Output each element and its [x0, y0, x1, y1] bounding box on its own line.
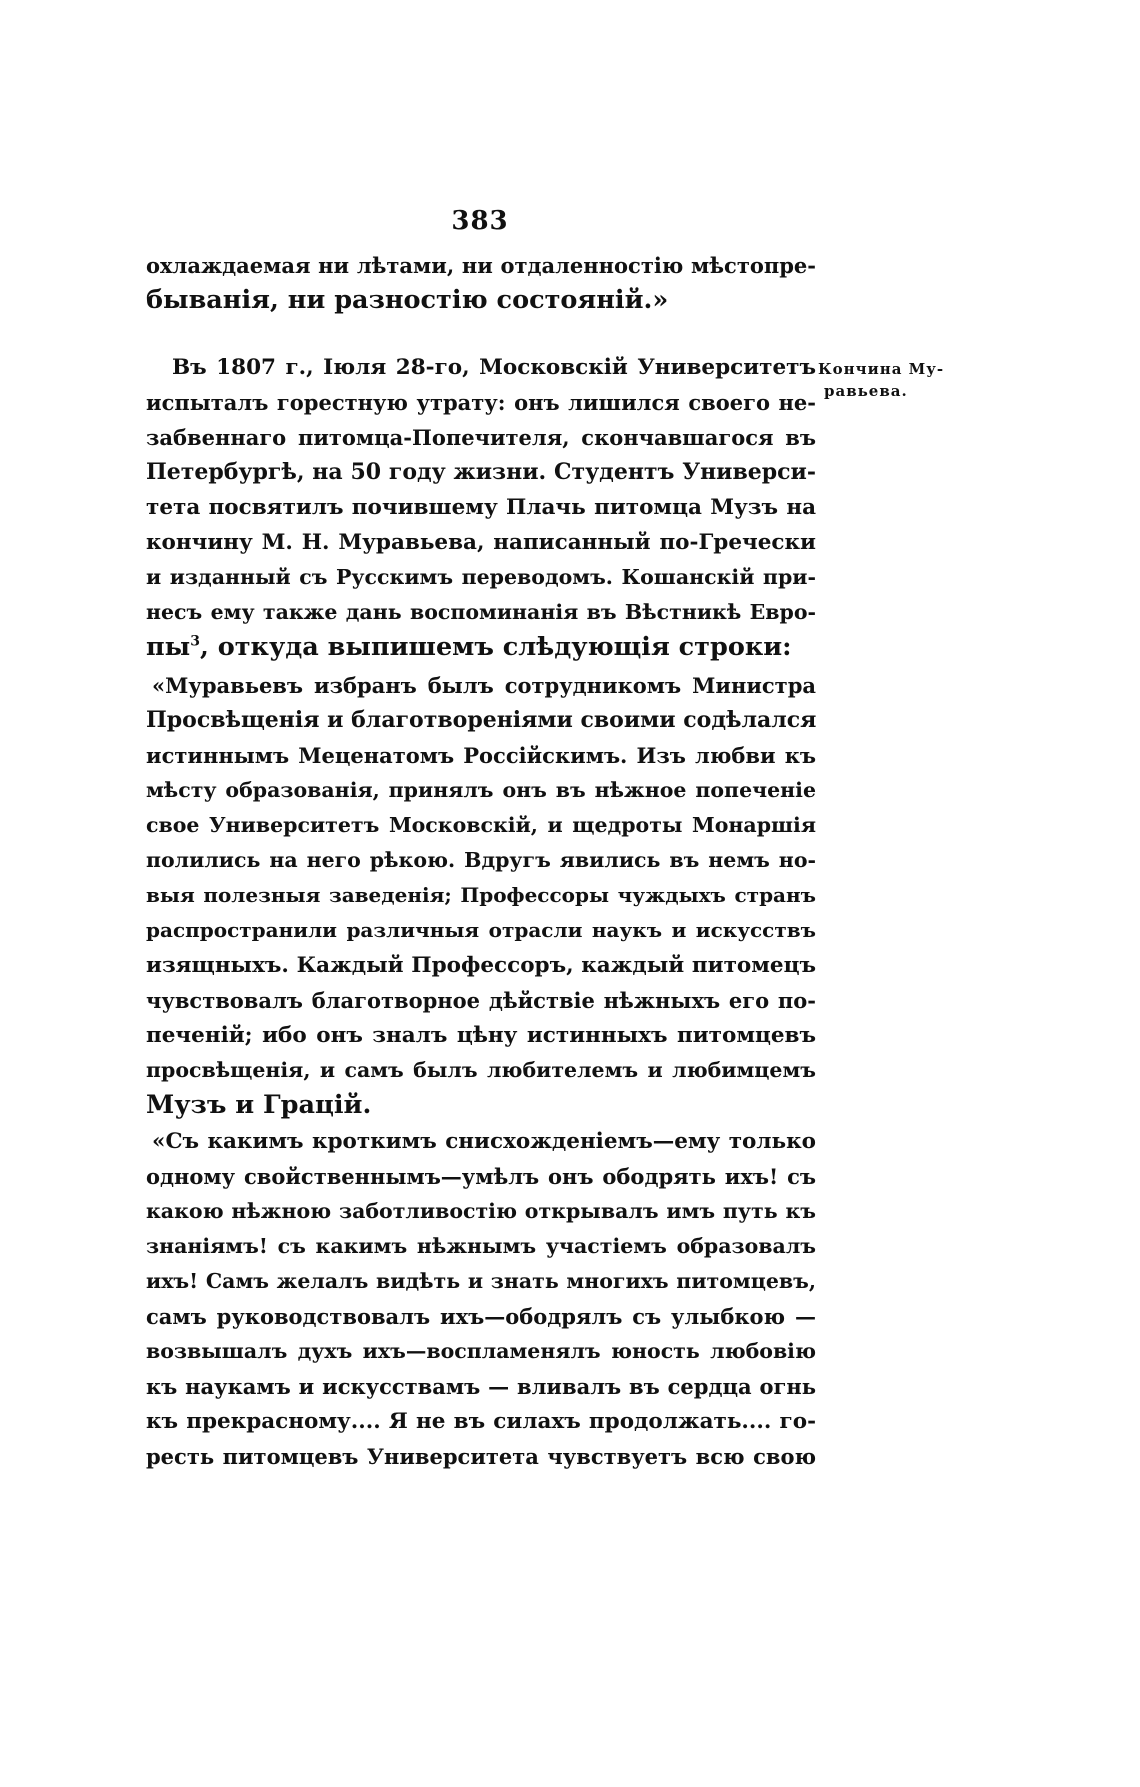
- text-line: чувствовалъ благотворное дѣйствіе нѣжныхъ его по-: [146, 988, 816, 1013]
- text-line: къ прекрасному.... Я не въ силахъ продолжать.... го-: [146, 1409, 816, 1434]
- text-line: Въ 1807 г., Іюля 28-го, Московскій Университетъ: [172, 355, 816, 380]
- text-line: распространили различныя отрасли наукъ и искусствъ: [146, 918, 816, 942]
- text-line: быванія, ни разностію состояній.»: [146, 285, 669, 315]
- text-fragment: пы: [146, 632, 191, 662]
- text-line: печеній; ибо онъ зналъ цѣну истинныхъ питомцевъ: [146, 1023, 816, 1048]
- text-line: Просвѣщенія и благотвореніями своими содѣлался: [146, 707, 817, 733]
- text-line: просвѣщенія, и самъ былъ любителемъ и любимцемъ: [146, 1058, 816, 1082]
- text-line: какою нѣжною заботливостію открывалъ имъ путь къ: [146, 1199, 816, 1223]
- text-line: къ наукамъ и искусствамъ — вливалъ въ сердца огнь: [146, 1374, 816, 1399]
- text-line: тета посвятилъ почившему Плачь питомца Музъ на: [146, 495, 816, 520]
- text-line: полились на него рѣкою. Вдругъ явились въ немъ но-: [146, 848, 816, 872]
- text-line: несъ ему также дань воспоминанія въ Вѣстникѣ Евро-: [146, 600, 816, 624]
- text-line: выя полезныя заведенія; Профессоры чуждыхъ странъ: [146, 883, 816, 907]
- text-line: охлаждаемая ни лѣтами, ни отдаленностію мѣстопре-: [146, 253, 816, 278]
- text-line: и изданный съ Русскимъ переводомъ. Кошанскій при-: [146, 565, 816, 589]
- quote-paragraph-1: [146, 668, 816, 1123]
- quote-paragraph-2: [146, 1124, 816, 1474]
- text-line: ресть питомцевъ Университета чувствуетъ всю свою: [146, 1444, 816, 1469]
- text-line: забвеннаго питомца-Попечителя, скончавшагося въ: [146, 425, 816, 450]
- text-line: мѣсту образованія, принялъ онъ въ нѣжное попеченіе: [146, 778, 816, 802]
- text-line: одному свойственнымъ—умѣлъ онъ ободрять ихъ! съ: [146, 1164, 816, 1189]
- text-line: кончину М. Н. Муравьева, написанный по-Гречески: [146, 530, 816, 555]
- text-line: самъ руководствовалъ ихъ—ободрялъ съ улыбкою —: [146, 1304, 816, 1329]
- footnote-marker: 3: [190, 633, 200, 650]
- text-line: [146, 630, 816, 665]
- text-line: изящныхъ. Каждый Профессоръ, каждый питомецъ: [146, 953, 816, 978]
- text-line: возвышалъ духъ ихъ—воспламенялъ юность любовію: [146, 1339, 816, 1363]
- margin-note-line: равьева.: [824, 382, 908, 400]
- text-line: истиннымъ Меценатомъ Россійскимъ. Изъ любви къ: [146, 743, 816, 768]
- text-fragment: , откуда выпишемъ слѣдующія строки:: [199, 632, 792, 662]
- text-line: Музъ и Грацій.: [146, 1090, 372, 1120]
- text-line: «Муравьевъ избранъ былъ сотрудникомъ Министра: [152, 673, 816, 698]
- text-line: ихъ! Самъ желалъ видѣть и знать многихъ питомцевъ,: [146, 1269, 816, 1293]
- paragraph-death-of-muravyov: [146, 350, 816, 665]
- text-line: «Съ какимъ кроткимъ снисхожденіемъ—ему только: [152, 1129, 816, 1154]
- page-number: 383: [451, 206, 509, 236]
- text-line: испыталъ горестную утрату: онъ лишился своего не-: [146, 390, 816, 415]
- text-line: свое Университетъ Московскій, и щедроты Монаршія: [146, 813, 816, 837]
- text-line: знаніямъ! съ какимъ нѣжнымъ участіемъ образовалъ: [146, 1234, 816, 1258]
- continuation-paragraph: [146, 248, 816, 318]
- margin-note-line: Кончина Му-: [818, 360, 945, 378]
- text-line: Петербургѣ, на 50 году жизни. Студентъ Универси-: [146, 459, 816, 485]
- margin-note: [818, 358, 945, 402]
